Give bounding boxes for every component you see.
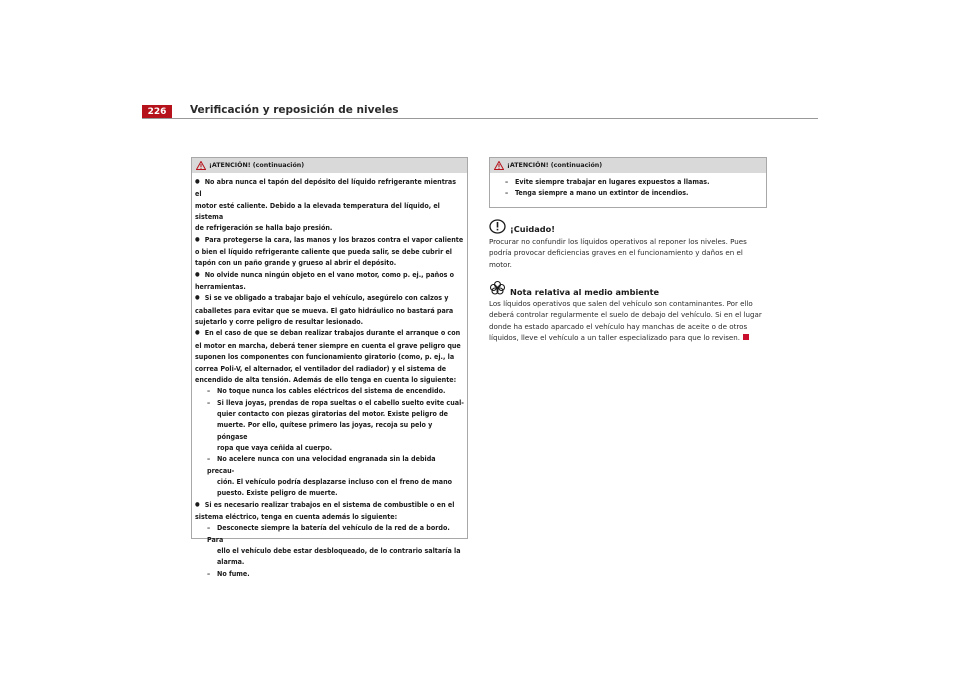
warning-line-text: Si es necesario realizar trabajos en el sistema de combustible o en el <box>204 499 455 509</box>
warning-line-text: alarma. <box>217 557 245 567</box>
warning-line <box>195 292 464 304</box>
warning-line-text: Si se ve obligado a trabajar bajo el vehículo, asegúrelo con calzos y <box>204 293 449 303</box>
warning-line <box>195 340 464 351</box>
warning-line-text: encendido de alta tensión. Además de ello tenga en cuenta lo siguiente: <box>195 374 457 384</box>
warning-box-heading: ¡ATENCIÓN! (continuación) <box>209 162 305 169</box>
warning-line-text: Para protegerse la cara, las manos y los brazos contra el vapor caliente <box>204 234 464 244</box>
warning-box-right <box>489 157 767 208</box>
warning-line <box>195 499 464 511</box>
flower-environment-icon <box>489 280 506 296</box>
text-line: deberá controlar regularmente el suelo de debajo del vehículo. Si en el lugar <box>489 310 762 320</box>
dash-marker: – <box>207 386 211 396</box>
warning-line <box>493 176 763 187</box>
text-line: motor. <box>489 259 512 269</box>
text-line: Procurar no confundir los líquidos operativos al reponer los niveles. Pues <box>489 237 747 246</box>
warning-line <box>195 281 464 292</box>
warning-line-text: No abra nunca el tapón del depósito del líquido refrigerante mientras el <box>195 177 457 199</box>
warning-line-text: tapón con un paño grande y grueso al abrir el depósito. <box>195 258 397 268</box>
warning-line <box>195 316 464 327</box>
warning-box-heading: ¡ATENCIÓN! (continuación) <box>507 162 603 169</box>
warning-line <box>195 327 464 339</box>
warning-line <box>195 176 464 200</box>
warning-line-text: ción. El vehículo podría desplazarse incluso con el freno de mano <box>217 476 453 486</box>
warning-box-body <box>192 173 467 579</box>
warning-line-text: Tenga siempre a mano un extintor de incendios. <box>515 188 689 198</box>
warning-line-text: No fume. <box>217 568 250 578</box>
warning-line <box>195 246 464 257</box>
warning-line <box>195 397 464 408</box>
warning-line-text: de refrigeración se halla bajo presión. <box>195 223 333 233</box>
warning-box-body <box>490 173 766 199</box>
page-title: Verificación y reposición de niveles <box>190 104 399 116</box>
warning-line <box>195 556 464 567</box>
warning-line <box>195 269 464 281</box>
warning-line-text: Si lleva joyas, prendas de ropa sueltas o el cabello suelto evite cual- <box>217 397 464 407</box>
warning-line <box>195 408 464 419</box>
warning-line-text: Desconecte siempre la batería del vehículo de la red de a bordo. Para <box>207 523 450 544</box>
warning-line-text: No acelere nunca con una velocidad engranada sin la debida precau- <box>207 454 436 475</box>
warning-line-text: suponen los componentes con funcionamiento giratorio (como, p. ej., la <box>195 352 455 362</box>
warning-triangle-icon <box>196 161 206 170</box>
warning-triangle-icon <box>494 161 504 170</box>
warning-box-header <box>490 158 766 173</box>
warning-line-text: caballetes para evitar que se mueva. El gato hidráulico no bastará para <box>195 305 454 315</box>
warning-line-text: herramientas. <box>195 282 246 292</box>
dash-marker: – <box>207 523 211 533</box>
warning-line <box>195 234 464 246</box>
warning-line-text: Evite siempre trabajar en lugares expuestos a llamas. <box>515 177 710 186</box>
warning-line <box>195 257 464 268</box>
warning-line-text: No toque nunca los cables eléctricos del sistema de encendido. <box>217 386 446 396</box>
warning-line <box>195 522 464 545</box>
warning-box-header <box>192 158 467 173</box>
warning-line-text: correa Poli-V, el alternador, el ventilador del radiador) y el sistema de <box>195 363 447 373</box>
warning-line-text: quier contacto con piezas giratorias del motor. Existe peligro de <box>217 408 448 418</box>
caution-title-row <box>489 218 555 234</box>
warning-line <box>195 476 464 487</box>
warning-line-text: ello el vehículo debe estar desbloqueado, de lo contrario saltaría la <box>217 546 461 555</box>
warning-line <box>195 351 464 362</box>
dash-marker: – <box>505 188 509 198</box>
page-number: 226 <box>142 105 172 119</box>
text-line: donde ha estado aparcado el vehículo hay manchas de aceite o de otros <box>489 321 748 331</box>
caution-text <box>489 236 779 270</box>
warning-line <box>195 305 464 316</box>
warning-line-text: motor esté caliente. Debido a la elevada temperatura del líquido, el sistema <box>195 200 440 222</box>
warning-line <box>195 453 464 476</box>
warning-line-text: el motor en marcha, deberá tener siempre en cuenta el grave peligro que <box>195 340 461 350</box>
text-line: podría provocar deficiencias graves en el funcionamiento y daños en el <box>489 248 743 258</box>
warning-line-text: sujetarlo y corre peligro de resultar lesionado. <box>195 317 364 327</box>
warning-line <box>195 200 464 223</box>
text-line: líquidos, lleve el vehículo a un taller especializado para que lo revisen. <box>489 332 779 343</box>
warning-line-text: o bien el líquido refrigerante caliente que pueda salir, se debe cubrir el <box>195 247 452 257</box>
environment-title: Nota relativa al medio ambiente <box>510 287 660 297</box>
dash-marker: – <box>505 177 509 186</box>
warning-line-text: ropa que vaya ceñida al cuerpo. <box>217 442 333 452</box>
text-line: Los líquidos operativos que salen del vehículo son contaminantes. Por ello <box>489 299 753 308</box>
dash-marker: – <box>207 397 211 407</box>
caution-title: ¡Cuidado! <box>510 224 555 234</box>
warning-line <box>195 568 464 579</box>
warning-line <box>195 374 464 385</box>
warning-line <box>195 442 464 453</box>
header-divider <box>142 118 818 119</box>
warning-line-text: No olvide nunca ningún objeto en el vano motor, como p. ej., paños o <box>204 269 455 279</box>
section-end-marker <box>743 334 749 340</box>
warning-line <box>195 511 464 522</box>
warning-line-text: sistema eléctrico, tenga en cuenta además lo siguiente: <box>195 511 398 521</box>
warning-line <box>195 385 464 396</box>
environment-title-row <box>489 279 659 297</box>
warning-line <box>195 545 464 556</box>
warning-line-text: muerte. Por ello, quítese primero las joyas, recoja su pelo y póngase <box>217 420 433 441</box>
warning-box-left <box>191 157 468 578</box>
dash-marker: – <box>207 568 211 578</box>
warning-line <box>195 222 464 233</box>
warning-line <box>195 487 464 498</box>
warning-line <box>195 419 464 442</box>
warning-line <box>195 363 464 374</box>
dash-marker: – <box>207 454 211 464</box>
warning-line-text: En el caso de que se deban realizar trabajos durante el arranque o con <box>204 328 461 338</box>
caution-exclamation-icon <box>489 219 506 234</box>
warning-line-text: puesto. Existe peligro de muerte. <box>217 488 338 498</box>
environment-text <box>489 298 779 343</box>
warning-line <box>493 187 763 198</box>
